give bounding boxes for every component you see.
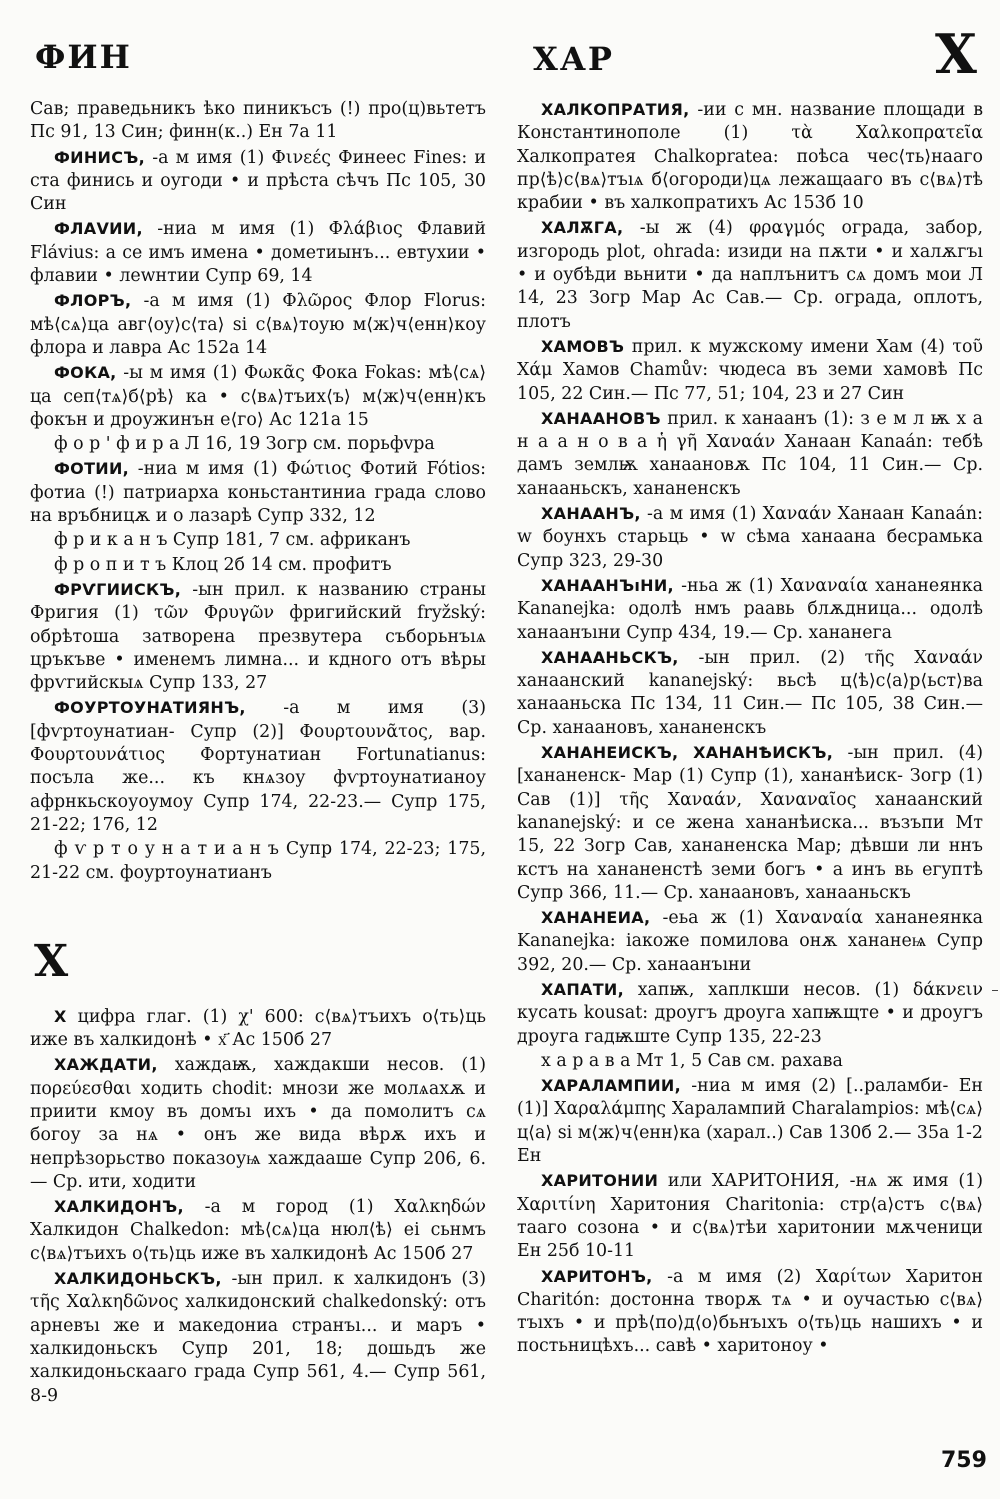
cross-reference [30,838,486,885]
entry-text: -ы ж (4) φραγμός ограда, забор, изгородь plot, ohrada: изиди на пѫти • и халѫгъı • и оубѣди вьнити • да наплънитъ сѧ домъ мои Л 14, 23 Зогр Мар Ас Сав.— Ср. ограда, оплотъ, плотъ [517,218,983,332]
dictionary-entry [30,289,486,360]
dictionary-entry [517,216,983,333]
dictionary-entry [30,1267,486,1408]
dictionary-entry [517,978,983,1049]
entry-text: или ХАРИТОНИЯ, -нѧ ж имя (1) Χαριτίνη Харитония Charitonia: стр⟨а⟩стъ с⟨вѧ⟩тааго созона • и с⟨вѧ⟩тѣи харитонии мѫченици Ен 25б 10-11 [517,1171,983,1262]
entry-text: прил. к ханаанъ (1): з е м л ѭ х а н а а н о в а ἡ γῆ Χαναάν Ханаан Kanaán: тебѣ дамъ землѭ ханаановѫ Пс 104, 11 Син.— Ср. ханааньскъ, хананенскъ [517,408,983,499]
dictionary-entry [517,574,983,645]
headword: ФРѴГИИСКЪ, [54,579,182,599]
entry-text: цифра глаг. (1) χ' 600: с⟨вѧ⟩тъихъ о⟨ть⟩ць иже въ халкидонѣ • х҃ Ас 150б 27 [30,1006,486,1051]
entry-text: -еьа ж (1) Χαναναία хананеянка Kananejka: iакоже помилова онѫ хананеѩ Супр 392, 20.— Ср. ханаанъıни [517,908,983,975]
dictionary-entry [30,457,486,528]
entry-text: -ын прил. к халкидонъ (3) τῆς Χαλκηδῶνος халкидонский chalkedonský: отъ арневъı же и македониа странъı... и маръ • халкидоньскъ Супр 201, 18; дошьдъ же халкидоньскаaго града Супр 561, 4.— Супр 561, 8-9 [30,1269,486,1406]
entry-text: прил. к мужскому имени Хам (4) τοῦ Χάμ Хамов Chamův: чюдеса въ земи хамовѣ Пс 105, 22 Син.— Пс 77, 51; 104, 23 и 27 Син [517,336,983,404]
headword: ХАРАЛАМПИИ, [541,1076,681,1096]
dictionary-entry [517,98,983,215]
entry-text: -а м имя (1) Χαναάν Ханаан Kanaán: w боунхъ старьць • w сѣма ханаана бесрамька Супр 323, 29-30 [517,504,983,571]
headword: ФЛАVИИ, [54,219,143,239]
entry-text: -ии с мн. название площади в Константинополе (1) τὰ Χαλκοπρατεῖα Халкопратея Chalkopratea: поѣса чес⟨ть⟩нааго пр⟨ѣ⟩с⟨вѧ⟩тъıѧ б⟨огороди⟩цѧ лежащааго въ с⟨вѧ⟩тѣ крабии • въ халкопратихъ Ас 153б 10 [517,100,983,214]
dictionary-entry [517,646,983,740]
entry-text: -а м имя (1) Φινεές Финеес Fines: и ста финись и оугоди • и прѣста сѣчъ Пс 105, 30 Син [30,147,486,215]
entry-text: -а м имя (1) Φλῶρος Флор Florus: мѣ⟨сѧ⟩ца авг⟨оу⟩с⟨та⟩ ѕі с⟨вѧ⟩тоую м⟨ж⟩ч⟨енн⟩коу флора и лавра Ас 152а 14 [30,291,486,358]
headword: ФЛОРЪ, [54,291,132,311]
entry-text: -ниа м имя (2) [..раламби- Ен (1)] Χαραλάμπης Харалампий Charalampios: мѣ⟨сѧ⟩ц⟨а⟩ ѕі м⟨ж⟩ч⟨енн⟩ка (харал..) Сав 130б 2.— 35а 1-2 Ен [517,1076,983,1167]
entry-text: -ниа м имя (1) Φλάβιος Флавий Flávius: а се имъ имена • дометиынъ... евтухии • флавии • леwнтии Супр 69, 14 [30,219,486,287]
entry-text: -а м имя (3) [фѵртоунатиан- Супр (2)] Φουρτουνᾶτος, вар. Φουρτουνάτιος Фортунатиан Fortunatianus: посъла же... къ кнѧзоу фѵртоунатианоу афрнкьскоуоумоу Супр 174, 22-23.— Супр 175, 21-22; 176, 12 [30,698,486,835]
dictionary-entry [517,1265,983,1359]
entry-text: -а м город (1) Χαλκηδών Халкидон Chalkedon: мѣ⟨сѧ⟩ца нюл⟨ѣ⟩ еі сьнмъ с⟨вѧ⟩тъихъ о⟨ть⟩ць иже въ халкидонѣ Ас 150б 27 [30,1197,486,1264]
headword: ХАМОВЪ [541,336,625,356]
dictionary-entry [517,741,983,905]
entry-text: хаждаѭ, хаждакши несов. (1) πορεύεσθαι ходить chodit: мнози же молѧахѫ и приити кмоу въ домъı ихъ • да помолитъ сѧ богоу за нѧ • онъ же вида вѣрѫ ихъ и непрѣзорьство показоуѩ хаждааше Супр 206, 6.— Ср. ити, ходити [30,1055,486,1192]
dictionary-entry [30,578,486,695]
dictionary-entry [30,217,486,288]
headword: ФОУРТОУНАТИЯНЪ, [54,698,246,718]
headword: ХАРИТОНЪ, [541,1266,653,1286]
entry-text: ф р о п и т ъ Клоц 2б 14 см. профитъ [54,554,392,575]
dictionary-entry [30,1053,486,1194]
running-head-left: ФИН [35,38,132,76]
headword: ХАНААНЪıНИ, [541,575,674,595]
entry-text: -а м имя (2) Χαρίτων Харитон Charitón: достонна творѫ тѧ • и оучастью с⟨вѧ⟩тъıхъ • и прѣ⟨по⟩д⟨о⟩бьнъıхъ о⟨ть⟩ць нашихъ • и постьницѣхъ... савѣ • харитоноу • [517,1266,983,1357]
dictionary-entry [517,1169,983,1263]
left-column [30,98,486,1409]
dictionary-entry [517,335,983,406]
entry-text: Сав; праведьникъ ѣко пиникъсъ (!) про(ц)вьтетъ Пс 91, 13 Син; финн(к..) Ен 7а 11 [30,99,486,143]
entry-text: -ньа ж (1) Χαναναία хананеянка Kananejka: одолѣ нмъ раавь блѫдница... одолѣ ханаанъıни Супр 434, 19.— Ср. хананега [517,575,983,643]
headword: ХАЛКИДОНЬСКЪ, [54,1269,222,1289]
headword: ХАЛѪГА, [541,218,624,238]
dictionary-entry [30,1005,486,1053]
headword: ХАЖДАТИ, [54,1055,158,1075]
headword: ФОКА, [54,363,117,383]
headword: Х [54,1006,67,1026]
cross-reference [30,554,486,577]
entry-text: -ын прил. (2) τῆς Χαναάν ханаанский kananejský: вьсѣ ц⟨ѣ⟩с⟨а⟩р⟨ьст⟩ва ханааньска Пс 134, 11 Син.— Пс 105, 38 Син.— Ср. ханаановъ, хананенскъ [517,647,983,738]
page-number: 759 [941,1448,987,1473]
dictionary-entry [30,98,486,145]
entry-text: х а р а в а Мт 1, 5 Сав см. рахава [541,1050,843,1071]
dictionary-entry [30,696,486,837]
headword: ХАНААНЬСКЪ, [541,647,679,667]
section-heading: Х [34,935,69,987]
dictionary-entry [517,407,983,501]
margin-tick [992,990,998,991]
right-column [517,98,983,1360]
cross-reference [30,433,486,456]
headword: ХАНААНОВЪ [541,408,661,428]
dictionary-entry [517,906,983,977]
headword: ФОТИИ, [54,459,130,479]
headword: ХАПАТИ, [541,979,624,999]
entry-text: -ын прил. (4) [хананенск- Мар (1) Супр (1), хананѣиск- Зогр (1) Сав (1)] τῆς Χαναάν, Χαναναῖος ханаанский kananejský: и се жена хананѣиска... възъпи Мт 15, 22 Зогр Сав, хананенска Мар; дѣвши ли ннъ кстъ на хананенстѣ земи богъ • а инъ вь егyптѣ Супр 366, 11.— Ср. ханаановъ, ханааньскъ [517,743,983,903]
entry-text: хапѭ, хаплкши несов. (1) δάκνειν кусать kousat: дроугъ дроуга хапѭщте • и дроугъ дроуга гадѭште Супр 135, 22-23 [517,979,983,1047]
entry-text: -ниа м имя (1) Φώτιος Фотий Fótios: фотиа (!) патриарха коньстантиниа града слово на връбницѫ и о лазарѣ Супр 332, 12 [30,459,486,527]
dictionary-entry [517,502,983,573]
headword: ХАЛКИДОНЪ, [54,1197,184,1217]
headword: ФИНИСЪ, [54,147,145,167]
dictionary-entry [30,146,486,217]
dictionary-entry [517,1074,983,1168]
entry-text: ф ѵ р т о у н а т и а н ъ Супр 174, 22-23; 175, 21-22 см. фоуртоунатианъ [30,839,486,883]
headword: ХАНАНЕИСКЪ, ХАНАНѢИСКЪ, [541,743,834,763]
entry-text: ф р и к а н ъ Супр 181, 7 см. африканъ [54,530,411,551]
entry-text: -ы м имя (1) Φωκᾶς Фока Fokas: мѣ⟨сѧ⟩ца сеп⟨тѧ⟩б⟨рѣ⟩ ка • с⟨вѧ⟩тъих⟨ъ⟩ м⟨ж⟩ч⟨енн⟩къ фокън и дроужинън е⟨го⟩ Ас 121а 15 [30,363,486,430]
running-head-right: ХАР [533,40,614,78]
section-letter: Х [935,22,977,86]
entry-text: -ын прил. к названию страны Фригия (1) τῶν Φρυγῶν фригийский fryžský: обрѣтоша затворена презвутера съборьнъıѧ цръкъве • именемъ лимна... и кдного отъ вѣры фрѵгийскыѧ Супр 133, 27 [30,579,486,694]
cross-reference [30,529,486,552]
headword: ХАЛКОПРАТИЯ, [541,100,690,119]
cross-reference [517,1050,983,1073]
headword: ХАНААНЪ, [541,504,641,524]
dictionary-entry [30,1195,486,1266]
dictionary-entry [30,361,486,432]
headword: ХАРИТОНИИ [541,1171,659,1191]
headword: ХАНАНЕИА, [541,908,651,928]
entry-text: ф о р ' ф и р а Л 16, 19 Зогр см. порьфvра [54,434,435,455]
